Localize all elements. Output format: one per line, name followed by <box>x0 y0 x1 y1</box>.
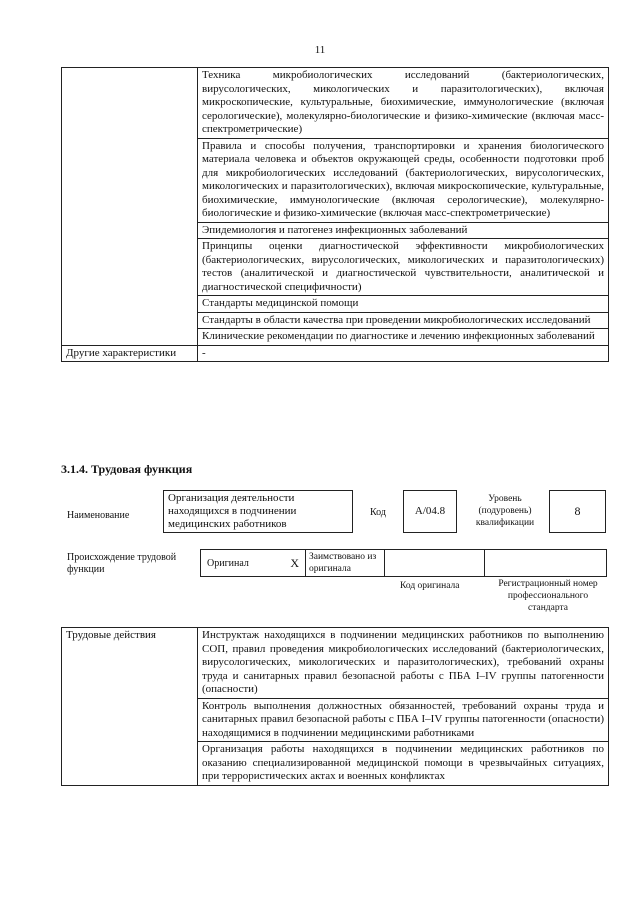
section-heading: 3.1.4. Трудовая функция <box>61 462 193 476</box>
row-text: Эпидемиология и патогенез инфекционных заболеваний <box>198 222 609 239</box>
table-row <box>62 628 609 699</box>
page-number: 11 <box>314 44 326 56</box>
origin-borrowed-cell: Заимствовано из оригинала <box>305 549 385 577</box>
table-row <box>62 345 609 362</box>
row-text: Клинические рекомендации по диагностике и лечению инфекционных заболеваний <box>198 329 609 346</box>
code-original-caption: Код оригинала <box>400 581 460 591</box>
code-value-box: A/04.8 <box>403 490 457 533</box>
row-text: Организация работы находящихся в подчинении медицинских работников по оказанию специализированной медицинской помощи в чрезвычайных ситуациях, при террористических актах и военных конфликтах <box>198 742 609 786</box>
row-text: Принципы оценки диагностической эффективности микробиологических (бактериологических, вирусологических, микологических и паразитологических) тестов (аналитической и диагностической чувствительности, аналитической и диагностической специфичности) <box>198 239 609 296</box>
reg-number-caption: Регистрационный номер профессионального стандарта <box>498 579 598 613</box>
row-text: Контроль выполнения должностных обязанностей, требований охраны труда и санитарных правил безопасной работы с ПБА I–IV группы патогенности (опасности) находящимися в подчинении медицинскими работниками <box>198 698 609 742</box>
labor-actions-label: Трудовые действия <box>62 628 198 786</box>
level-value-box: 8 <box>549 490 606 533</box>
row-text: Стандарты в области качества при проведении микробиологических исследований <box>198 312 609 329</box>
origin-code-cell <box>384 549 485 577</box>
origin-row <box>200 549 607 577</box>
function-name-box: Организация деятельности находящихся в подчинении медицинских работников <box>163 490 353 533</box>
original-label: Оригинал <box>207 557 249 569</box>
row-text: - <box>198 345 609 362</box>
labor-actions-table <box>61 627 609 786</box>
origin-label: Происхождение трудовой функции <box>67 552 177 575</box>
row-label-other: Другие характеристики <box>62 345 198 362</box>
original-mark: X <box>290 555 299 570</box>
origin-reg-cell <box>484 549 607 577</box>
level-label: Уровень (подуровень) квалификации <box>475 494 535 528</box>
row-text: Инструктаж находящихся в подчинении медицинских работников по выполнению СОП, правил проведения микробиологических исследований (бактериологических, вирусологических, микологических и паразитологических), требований охраны труда и санитарных правил безопасной работы с ПБА I–IV группы патогенности (опасности) <box>198 628 609 699</box>
origin-original-cell <box>200 549 306 577</box>
knowledge-table <box>61 67 609 362</box>
name-label: Наименование <box>67 510 130 521</box>
row-label <box>62 68 198 346</box>
code-label: Код <box>370 507 386 518</box>
row-text: Техника микробиологических исследований (бактериологических, вирусологических, микологических и паразитологических), включая микроскопические, культуральные, биохимические, иммунологические (включая серологические), молекулярно-биологические и физико-химические (включая масс-спектрометрические) <box>198 68 609 139</box>
row-text: Стандарты медицинской помощи <box>198 296 609 313</box>
row-text: Правила и способы получения, транспортировки и хранения биологического материала человека и объектов окружающей среды, особенности подготовки проб для микробиологических исследований (бактериологических, вирусологических, микологических и паразитологических), включая микроскопические, культуральные, биохимические, иммунологические (включая серологические), молекулярно-биологические и физико-химические (включая масс-спектрометрические) <box>198 138 609 222</box>
table-row <box>62 68 609 139</box>
